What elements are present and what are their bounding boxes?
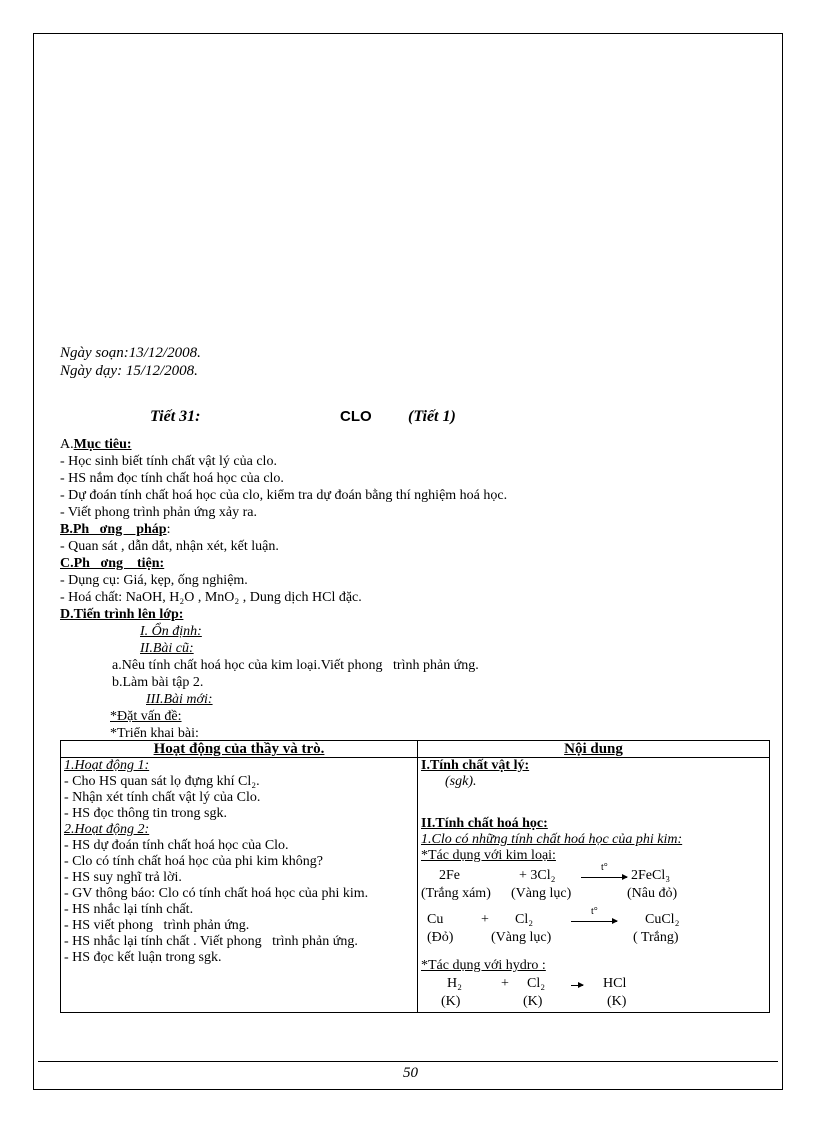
product: CuCl₂: [645, 912, 680, 927]
temperature-condition: t°: [591, 906, 598, 917]
activity-line: - HS nhắc lại tính chất.: [64, 902, 194, 917]
activity-line: - Cho HS quan sát lọ đựng khí Cl₂.: [64, 774, 260, 789]
section-b-heading: B.Ph ơng pháp: [60, 522, 167, 537]
product: 2FeCl₃: [631, 868, 671, 883]
reactant: Cl₂: [515, 912, 534, 927]
section-a: [60, 436, 507, 742]
question-a: a.Nêu tính chất hoá học của kim loại.Viết phong trình phản ứng.: [112, 658, 479, 673]
state: (Đỏ): [427, 930, 454, 945]
lesson-period: Tiết 31:: [150, 408, 201, 425]
activities-cell: [61, 758, 418, 1013]
activity-line: - HS đọc thông tin trong sgk.: [64, 806, 227, 821]
section-a-prefix: A.: [60, 437, 74, 452]
activity-line: - HS dự đoán tính chất hoá học của Clo.: [64, 838, 289, 853]
metal-reaction-label: *Tác dụng với kim loại:: [421, 848, 556, 863]
reactant: 2Fe: [439, 868, 460, 883]
activity-line: - Nhận xét tính chất vật lý của Clo.: [64, 790, 261, 805]
state: (K): [607, 994, 627, 1009]
plus-sign: +: [501, 976, 509, 991]
reaction-h2-cl2: [421, 976, 766, 994]
step-new-lesson: III.Bài mới:: [146, 692, 213, 707]
section-c-heading: C.Ph ơng tiện:: [60, 556, 165, 571]
state: ( Trắng): [633, 930, 679, 945]
activity-table: [60, 740, 770, 1013]
plus-sign: +: [481, 912, 489, 927]
objective-item: - Học sinh biết tính chất vật lý của clo.: [60, 454, 277, 469]
method-item: - Quan sát , dẫn dắt, nhận xét, kết luận.: [60, 539, 279, 554]
step-old-lesson: II.Bài cũ:: [140, 641, 194, 656]
page-number: 50: [403, 1065, 418, 1081]
state: (K): [523, 994, 543, 1009]
equipment-item: - Hoá chất: NaOH, H₂O , MnO₂ , Dung dịch HCl đặc.: [60, 590, 362, 605]
activity-line: - HS đọc kết luận trong sgk.: [64, 950, 222, 965]
content-cell: [418, 758, 770, 1013]
temperature-condition: t°: [601, 862, 608, 873]
reaction-cu-states: [421, 930, 766, 952]
lesson-topic: CLO: [340, 408, 372, 425]
chemical-subheading: 1.Clo có những tính chất hoá học của phi kim:: [421, 832, 683, 847]
date-taught: Ngày dạy: 15/12/2008.: [60, 363, 198, 379]
reactant: + 3Cl₂: [519, 868, 556, 883]
objective-item: - HS nắm đọc tính chất hoá học của clo.: [60, 471, 284, 486]
reactant: Cl₂: [527, 976, 546, 991]
activity-2-heading: 2.Hoạt động 2:: [64, 822, 150, 837]
section-d-heading: D.Tiến trình lên lớp:: [60, 607, 184, 622]
state: (Vàng lục): [511, 886, 572, 901]
step-stabilize: I. Ổn định:: [140, 624, 202, 639]
footer-rule: [38, 1061, 778, 1062]
equipment-item: - Dụng cụ: Giá, kẹp, ống nghiệm.: [60, 573, 248, 588]
reaction-arrow: [571, 921, 617, 922]
state: (Nâu đỏ): [627, 886, 678, 901]
activity-line: - GV thông báo: Clo có tính chất hoá học của phi kim.: [64, 886, 369, 901]
objective-item: - Viết phong trình phản ứng xảy ra.: [60, 505, 258, 520]
state: (K): [441, 994, 461, 1009]
table-header-content: Nội dung: [418, 741, 770, 758]
activity-line: - HS nhắc lại tính chất . Viết phong trình phản ứng.: [64, 934, 358, 949]
objective-item: - Dự đoán tính chất hoá học của clo, kiểm tra dự đoán bằng thí nghiệm hoá học.: [60, 488, 508, 503]
product: HCl: [603, 976, 627, 991]
table-header-activities: Hoạt động của thầy và trò.: [61, 741, 418, 758]
section-a-heading: Mục tiêu:: [73, 437, 132, 452]
develop-lesson: *Triển khai bài:: [110, 726, 199, 741]
hydrogen-reaction-label: *Tác dụng với hydro :: [421, 958, 546, 973]
activity-line: - HS suy nghĩ trả lời.: [64, 870, 182, 885]
activity-line: - Clo có tính chất hoá học của phi kim không?: [64, 854, 323, 869]
date-prepared: Ngày soạn:13/12/2008.: [60, 345, 201, 361]
state: (Vàng lục): [491, 930, 552, 945]
reaction-arrow: [581, 877, 627, 878]
reaction-h2-states: [421, 994, 766, 1012]
intro-problem: *Đặt vấn đề:: [110, 709, 182, 724]
reactant: H₂: [447, 976, 462, 991]
activity-line: - HS viết phong trình phản ứng.: [64, 918, 250, 933]
lesson-part: (Tiết 1): [408, 408, 456, 425]
dates-block: [60, 344, 201, 380]
reactant: Cu: [427, 912, 444, 927]
section-b-colon: :: [166, 522, 171, 537]
physical-props-heading: I.Tính chất vật lý:: [421, 758, 530, 773]
question-b: b.Làm bài tập 2.: [112, 675, 204, 690]
reaction-arrow: [571, 985, 583, 986]
physical-props-ref: (sgk).: [445, 774, 477, 789]
state: (Trắng xám): [421, 886, 491, 901]
activity-1-heading: 1.Hoạt động 1:: [64, 758, 150, 773]
chemical-props-heading: II.Tính chất hoá học:: [421, 816, 548, 831]
